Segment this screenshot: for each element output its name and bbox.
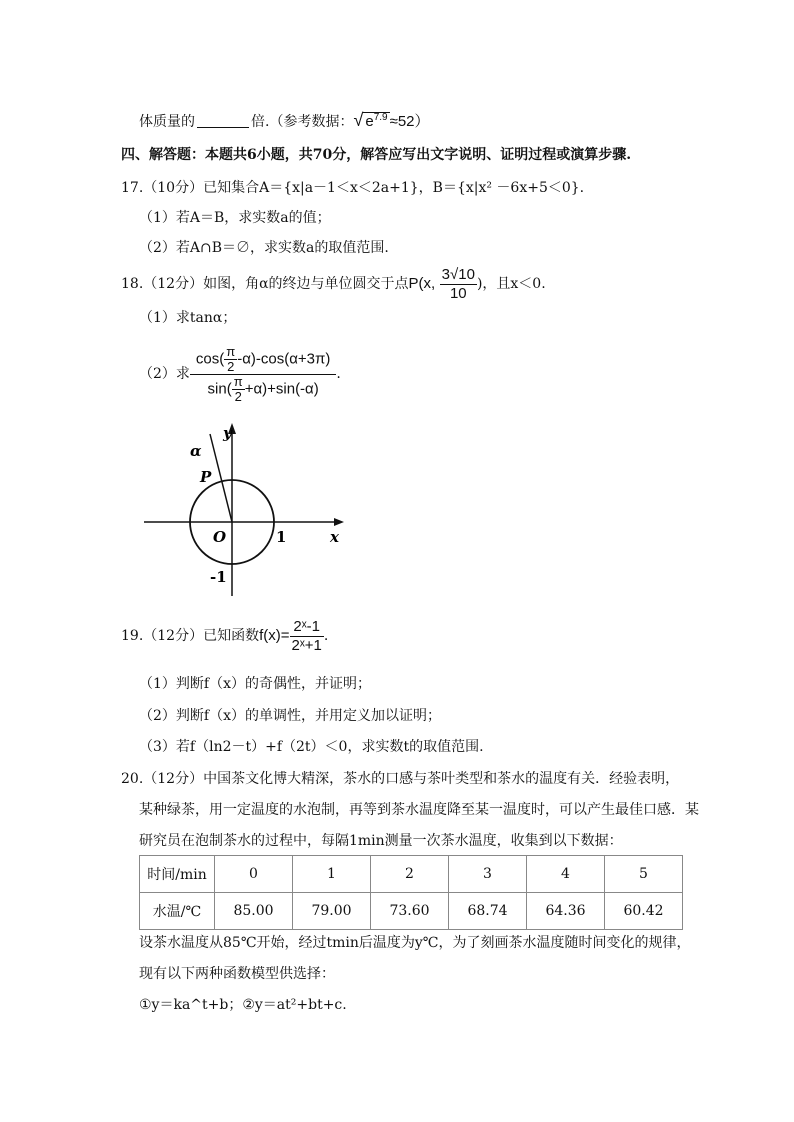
label-x: x xyxy=(330,528,339,546)
two-digit: 2 xyxy=(234,388,242,404)
label-o: O xyxy=(213,528,227,546)
pi-over-two xyxy=(224,345,237,374)
table-cell: 73.60 xyxy=(371,893,449,930)
expr-text: cos( xyxy=(195,349,225,367)
table-header-temp: 水温/℃ xyxy=(140,893,215,930)
carryover-line xyxy=(139,108,430,132)
q18-point-fraction xyxy=(440,266,477,303)
q18-part2-prefix: （2）求 xyxy=(139,366,190,382)
table-cell: 4 xyxy=(527,856,605,893)
table-cell: 85.00 xyxy=(215,893,293,930)
q20-line3: 研究员在泡制茶水的过程中，每隔1min测量一次茶水温度，收集到以下数据： xyxy=(139,833,623,849)
expr-text: -α)-cos(α+3π) xyxy=(237,349,331,367)
table-row xyxy=(140,856,683,893)
q18-part2 xyxy=(139,344,341,404)
q18-part1: （1）求tanα； xyxy=(139,310,237,326)
expr-text: sin( xyxy=(207,379,232,397)
label-one: 1 xyxy=(276,528,287,546)
q19-stem-text: 19.（12分）已知函数 xyxy=(121,628,260,644)
label-alpha: α xyxy=(190,442,202,460)
q19-part2: （2）判断f（x）的单调性，并用定义加以证明； xyxy=(139,708,441,724)
q17-part2: （2）若A∩B＝∅，求实数a的取值范围. xyxy=(139,240,389,256)
sqrt-exponent: 7.9 xyxy=(373,112,388,123)
table-row xyxy=(140,893,683,930)
two-digit: 2 xyxy=(227,358,235,374)
q20-line1: 20.（12分）中国茶文化博大精深，茶水的口感与茶叶类型和茶水的温度有关．经验表明， xyxy=(121,771,680,787)
answer-blank xyxy=(197,113,249,128)
table-cell: 60.42 xyxy=(605,893,683,930)
carryover-text: 体质量的 xyxy=(139,114,195,130)
pi-over-two xyxy=(232,375,245,404)
temperature-table xyxy=(139,855,683,930)
table-cell: 5 xyxy=(605,856,683,893)
label-neg-one: -1 xyxy=(210,568,227,586)
pi-symbol: π xyxy=(233,373,243,389)
q20-line6: ①y＝ka^t+b；②y＝at²+bt+c. xyxy=(139,997,347,1013)
fraction-denominator: 2ˣ+1 xyxy=(291,636,322,654)
q19-part1: （1）判断f（x）的奇偶性，并证明； xyxy=(139,676,371,692)
q20-line2: 某种绿茶，用一定温度的水泡制，再等到茶水温度降至某一温度时，可以产生最佳口感．某 xyxy=(139,802,699,818)
fraction-numerator: 2ˣ-1 xyxy=(290,618,324,637)
fraction-numerator: 3√10 xyxy=(441,265,475,283)
function-fraction xyxy=(290,618,324,655)
x-axis-arrow xyxy=(334,518,344,526)
table-cell: 3 xyxy=(449,856,527,893)
table-cell: 2 xyxy=(371,856,449,893)
carryover-text-b: 倍.（参考数据： xyxy=(251,114,354,130)
q17-part1: （1）若A＝B，求实数a的值； xyxy=(139,210,331,226)
table-header-time: 时间/min xyxy=(140,856,215,893)
function-name: f(x)= xyxy=(259,627,290,644)
q19-stem-suffix: . xyxy=(323,628,329,644)
trig-denominator xyxy=(190,375,336,404)
section-header: 四、解答题：本题共6小题，共70分，解答应写出文字说明、证明过程或演算步骤. xyxy=(121,147,632,163)
fraction-denominator: 10 xyxy=(449,284,467,302)
table-cell: 1 xyxy=(293,856,371,893)
sqrt-base: e xyxy=(365,113,374,130)
pi-symbol: π xyxy=(226,343,236,359)
table-cell: 0 xyxy=(215,856,293,893)
q18-stem xyxy=(121,262,546,306)
q20-line4: 设茶水温度从85℃开始，经过tmin后温度为y℃，为了刻画茶水温度随时间变化的规律， xyxy=(139,935,691,951)
expr-text: +α)+sin(-α) xyxy=(244,379,319,397)
approx-value: ≈52） xyxy=(389,113,430,130)
table-cell: 64.36 xyxy=(527,893,605,930)
terminal-side xyxy=(210,434,232,522)
q19-part3: （3）若f（ln2－t）+f（2t）＜0，求实数t的取值范围. xyxy=(139,739,484,755)
q18-part2-suffix: . xyxy=(336,366,341,382)
q19-stem xyxy=(121,616,328,656)
trig-expression xyxy=(190,345,336,404)
q18-stem-text: 18.（12分）如图，角α的终边与单位圆交于点 xyxy=(121,276,409,292)
table-cell: 79.00 xyxy=(293,893,371,930)
table-cell: 68.74 xyxy=(449,893,527,930)
q18-point-prefix: P(x, xyxy=(408,275,436,292)
label-y: y xyxy=(223,424,232,442)
label-p: P xyxy=(200,468,212,486)
q18-stem-suffix: )，且x＜0. xyxy=(476,276,546,292)
trig-numerator xyxy=(190,345,336,375)
unit-circle-figure xyxy=(140,420,350,600)
q17-stem: 17.（10分）已知集合A＝{x|a－1＜x＜2a+1}，B＝{x|x² －6x+5＜0}. xyxy=(121,180,585,196)
q20-line5: 现有以下两种函数模型供选择： xyxy=(139,966,335,982)
sqrt-expression: √ $e^{7.9}$ xyxy=(353,110,388,130)
